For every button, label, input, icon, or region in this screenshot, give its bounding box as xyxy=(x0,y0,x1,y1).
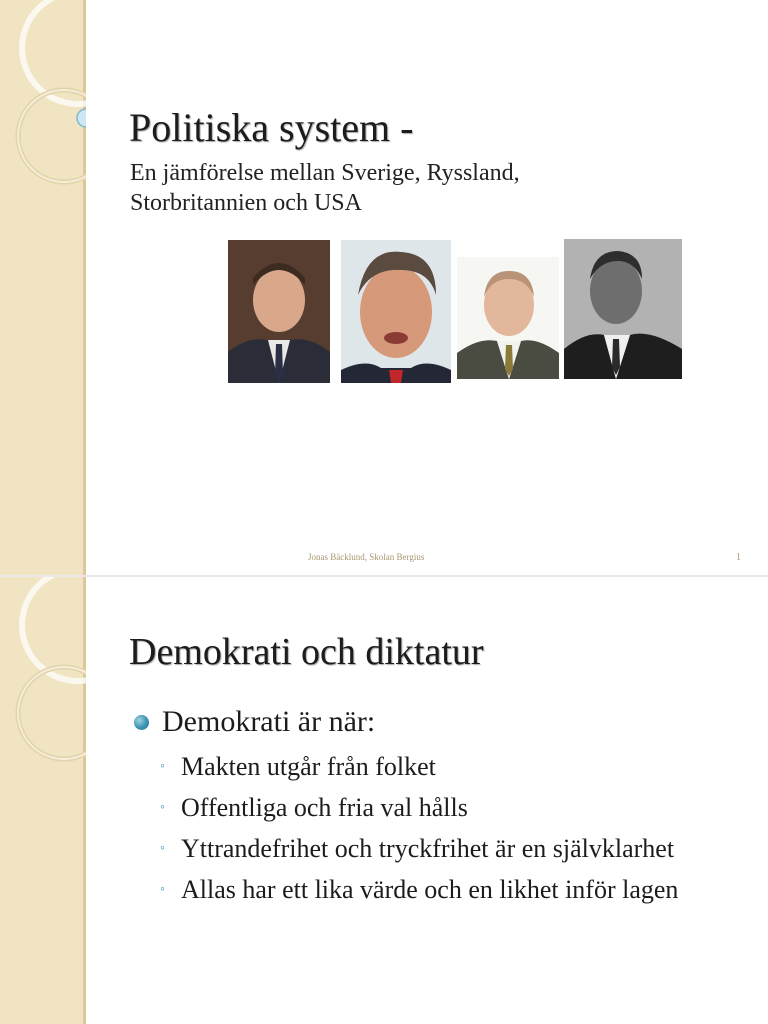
portrait-photo xyxy=(564,239,682,379)
slide-title: Politiska system - xyxy=(129,105,414,150)
circle-bullet-icon: ◦ xyxy=(160,759,165,774)
portrait-photo xyxy=(228,240,330,383)
decorative-sidebar xyxy=(0,0,86,576)
sub-bullet-list xyxy=(160,749,700,913)
circle-bullet-icon: ◦ xyxy=(160,841,165,856)
footer-author: Jonas Bäcklund, Skolan Bergius xyxy=(308,552,425,562)
sub-bullet-item xyxy=(160,790,700,825)
slide-title: Demokrati och diktatur xyxy=(129,631,484,673)
sub-bullet-item xyxy=(160,872,700,907)
slide-subtitle: En jämförelse mellan Sverige, Ryssland, Storbritannien och USA xyxy=(130,160,520,216)
decorative-sidebar xyxy=(0,577,86,1024)
slide-number: 1 xyxy=(736,552,741,563)
bullet-text: Demokrati är när: xyxy=(162,705,376,738)
sub-bullet-item xyxy=(160,831,700,866)
portrait-photo xyxy=(457,257,559,379)
circle-bullet-icon: ◦ xyxy=(160,800,165,815)
portrait-photo xyxy=(341,240,451,383)
circle-bullet-icon: ◦ xyxy=(160,882,165,897)
sub-bullet-text: Yttrandefrihet och tryckfrihet är en självklarhet xyxy=(181,834,675,863)
sub-bullet-text: Makten utgår från folket xyxy=(181,752,436,781)
slide-2 xyxy=(0,577,768,1024)
sub-bullet-text: Offentliga och fria val hålls xyxy=(181,793,468,822)
blue-sphere-bullet-icon xyxy=(134,715,149,730)
sub-bullet-text: Allas har ett lika värde och en likhet inför lagen xyxy=(181,875,679,904)
sub-bullet-item xyxy=(160,749,700,784)
